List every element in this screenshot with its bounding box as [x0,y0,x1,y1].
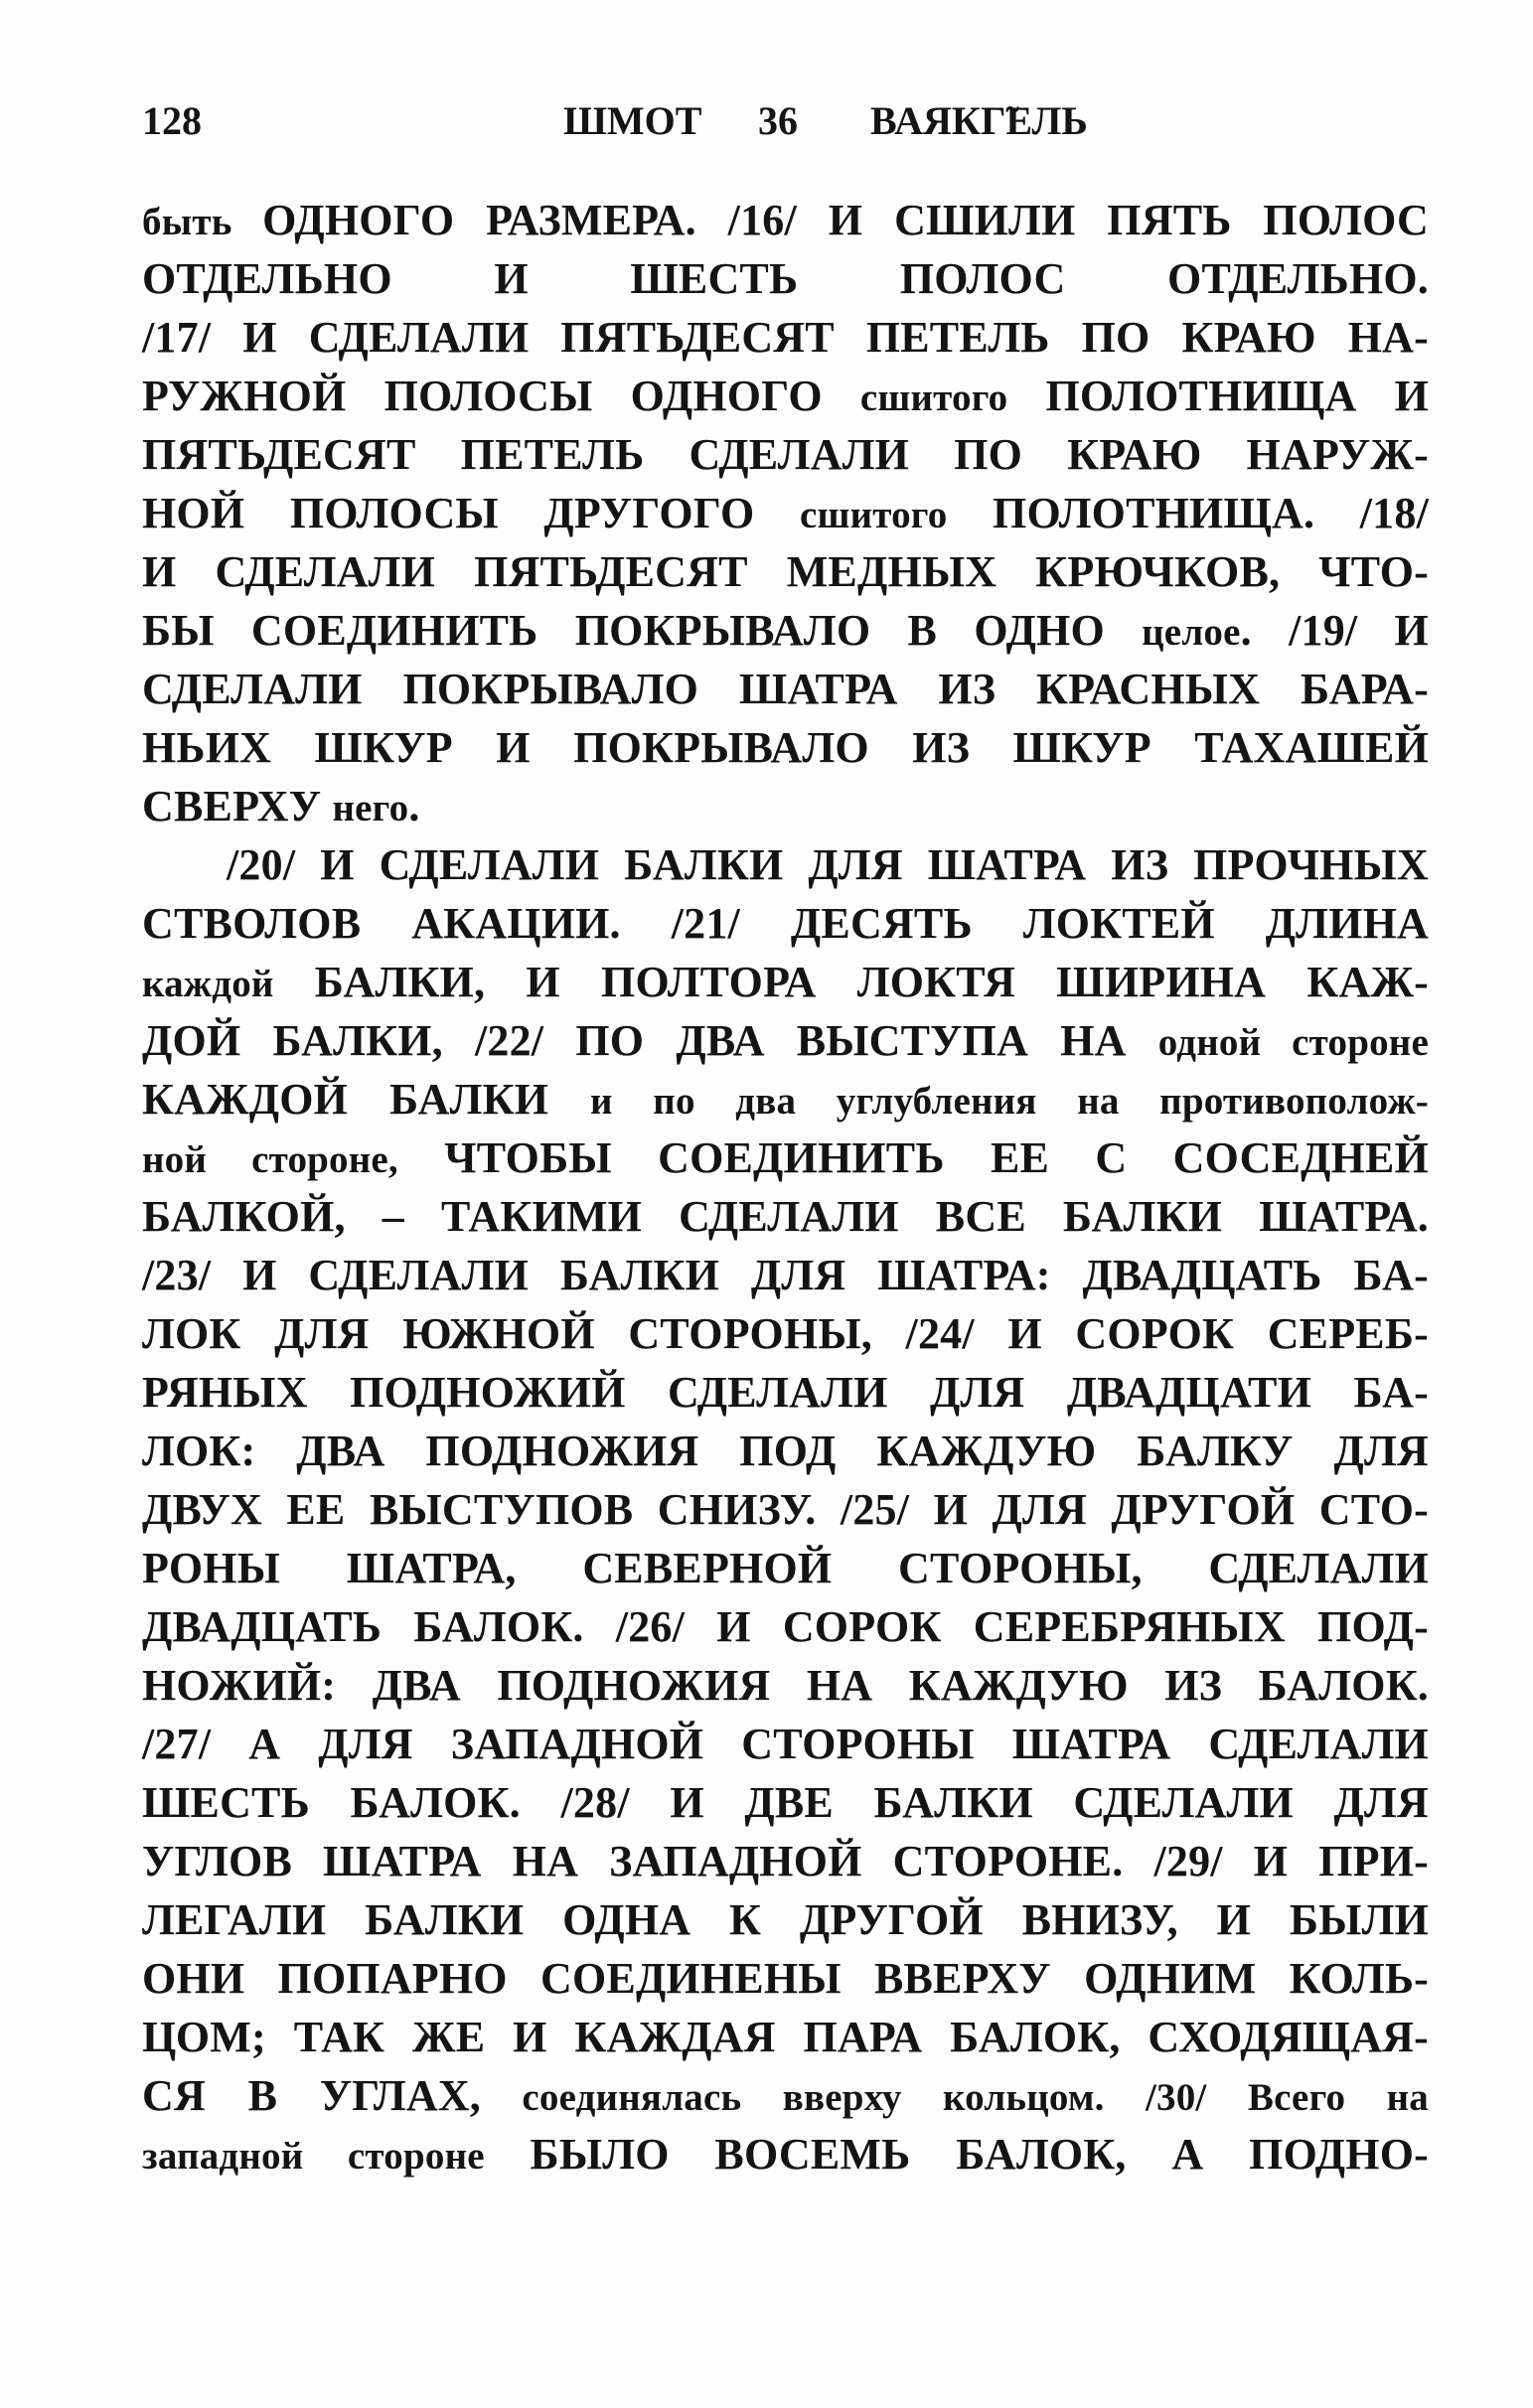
text-line [142,1070,1429,1129]
added-word-segment: и по два углубления на противополож- [590,1080,1429,1123]
text-line [142,1422,1429,1480]
text-line [142,1597,1429,1656]
text-segment: И СДЕЛАЛИ ПЯТЬДЕСЯТ МЕДНЫХ КРЮЧКОВ, ЧТО- [142,547,1429,596]
text-segment: . [408,782,420,830]
added-word-segment: соединялась вверху кольцом. /30/ Всего на [481,2076,1429,2119]
text-segment: СДЕЛАЛИ ПОКРЫВАЛО ШАТРА ИЗ КРАСНЫХ БАРА- [142,665,1429,713]
text-line [142,601,1429,660]
text-line [142,1246,1429,1304]
text-line [142,484,1429,542]
text-line [142,1539,1429,1597]
text-segment: . /19/ И [1240,606,1429,655]
text-segment: ЛЕГАЛИ БАЛКИ ОДНА К ДРУГОЙ ВНИЗУ, И БЫЛИ [142,1895,1429,1944]
added-word-segment: целое [1142,611,1241,654]
text-segment: ОДНОГО РАЗМЕРА. /16/ И СШИЛИ ПЯТЬ ПОЛОС [262,196,1430,244]
added-word-segment: ной стороне, [142,1138,398,1181]
text-segment: ЛОК ДЛЯ ЮЖНОЙ СТОРОНЫ, /24/ И СОРОК СЕРЕБ- [142,1309,1429,1358]
text-line [142,425,1429,484]
text-segment: БЫЛО ВОСЕМЬ БАЛОК, А ПОДНО- [484,2130,1429,2179]
text-segment: /23/ И СДЕЛАЛИ БАЛКИ ДЛЯ ШАТРА: ДВАДЦАТЬ БА- [142,1251,1429,1299]
text-segment: УГЛОВ ШАТРА НА ЗАПАДНОЙ СТОРОНЕ. /29/ И ПРИ- [142,1837,1429,1885]
text-segment: БАЛКИ, И ПОЛТОРА ЛОКТЯ ШИРИНА КАЖ- [273,958,1429,1006]
text-line [142,1715,1429,1773]
text-segment: НОЙ ПОЛОСЫ ДРУГОГО [142,489,800,537]
chapter-number: 36 [758,98,798,143]
text-line [142,1949,1429,2008]
text-line [142,249,1429,308]
portion-name: ВАЯКГ̃ЕЛЬ [870,98,1088,143]
book-title: ШМОТ [563,98,702,143]
text-segment: КАЖДОЙ БАЛКИ [142,1075,591,1124]
added-word-segment: каждой [142,963,274,1005]
text-line [142,1187,1429,1246]
text-line [142,367,1429,425]
text-segment: НОЖИЙ: ДВА ПОДНОЖИЯ НА КАЖДУЮ ИЗ БАЛОК. [142,1661,1429,1710]
text-segment: БАЛКОЙ, – ТАКИМИ СДЕЛАЛИ ВСЕ БАЛКИ ШАТРА. [142,1192,1429,1241]
text-segment: ДВАДЦАТЬ БАЛОК. /26/ И СОРОК СЕРЕБРЯНЫХ ПОД- [142,1602,1429,1651]
text-segment: ОТДЕЛЬНО И ШЕСТЬ ПОЛОС ОТДЕЛЬНО. [142,254,1429,303]
running-header [142,91,1424,151]
text-line [142,777,1429,835]
text-line [142,1011,1429,1070]
added-word-segment: сшитого [799,494,948,536]
text-line [142,1363,1429,1422]
text-line [142,2066,1429,2125]
text-segment: ЛОК: ДВА ПОДНОЖИЯ ПОД КАЖДУЮ БАЛКУ ДЛЯ [142,1427,1429,1475]
text-line [142,894,1429,953]
text-segment: ПЯТЬДЕСЯТ ПЕТЕЛЬ СДЕЛАЛИ ПО КРАЮ НАРУЖ- [142,430,1429,479]
text-segment: ДОЙ БАЛКИ, /22/ ПО ДВА ВЫСТУПА НА [142,1016,1158,1065]
text-segment: ШЕСТЬ БАЛОК. /28/ И ДВЕ БАЛКИ СДЕЛАЛИ ДЛЯ [142,1778,1429,1827]
text-segment: РЯНЫХ ПОДНОЖИЙ СДЕЛАЛИ ДЛЯ ДВАДЦАТИ БА- [142,1368,1429,1417]
text-line [142,542,1429,601]
text-line [142,835,1429,894]
text-line [142,191,1429,249]
text-line [142,2008,1429,2066]
text-segment: ЦОМ; ТАК ЖЕ И КАЖДАЯ ПАРА БАЛОК, СХОДЯЩАЯ- [142,2013,1429,2061]
text-segment: ЧТОБЫ СОЕДИНИТЬ ЕЕ С СОСЕДНЕЙ [397,1133,1429,1182]
text-segment: ПОЛОТНИЩА. /18/ [947,489,1429,537]
text-line [142,953,1429,1011]
added-word-segment: одной стороне [1157,1021,1429,1064]
text-segment: СТВОЛОВ АКАЦИИ. /21/ ДЕСЯТЬ ЛОКТЕЙ ДЛИНА [142,899,1429,948]
text-line [142,1480,1429,1539]
text-line [142,1129,1429,1187]
text-segment: СВЕРХУ [142,782,333,830]
added-word-segment: быть [142,201,263,243]
text-segment: РУЖНОЙ ПОЛОСЫ ОДНОГО [142,372,860,420]
text-segment: БЫ СОЕДИНИТЬ ПОКРЫВАЛО В ОДНО [142,606,1143,655]
added-word-segment: западной стороне [142,2135,485,2178]
text-line [142,1773,1429,1832]
scripture-text [142,191,1429,2183]
text-line [142,1890,1429,1949]
text-line [142,660,1429,718]
text-segment: НЬИХ ШКУР И ПОКРЫВАЛО ИЗ ШКУР ТАХАШЕЙ [142,723,1429,772]
text-segment: ДВУХ ЕЕ ВЫСТУПОВ СНИЗУ. /25/ И ДЛЯ ДРУГОЙ СТО- [142,1485,1429,1534]
text-line [142,2125,1429,2183]
added-word-segment: сшитого [859,376,1008,419]
added-word-segment: него [332,787,409,829]
text-segment: СЯ В УГЛАХ, [142,2071,482,2120]
text-segment: /27/ А ДЛЯ ЗАПАДНОЙ СТОРОНЫ ШАТРА СДЕЛАЛИ [142,1720,1429,1768]
text-segment: РОНЫ ШАТРА, СЕВЕРНОЙ СТОРОНЫ, СДЕЛАЛИ [142,1544,1429,1592]
text-segment: ОНИ ПОПАРНО СОЕДИНЕНЫ ВВЕРХУ ОДНИМ КОЛЬ- [142,1954,1429,2003]
text-segment: /20/ И СДЕЛАЛИ БАЛКИ ДЛЯ ШАТРА ИЗ ПРОЧНЫХ [227,840,1429,889]
text-line [142,1656,1429,1715]
page-number: 128 [142,98,202,143]
text-line [142,1304,1429,1363]
text-segment: ПОЛОТНИЩА И [1007,372,1429,420]
text-segment: /17/ И СДЕЛАЛИ ПЯТЬДЕСЯТ ПЕТЕЛЬ ПО КРАЮ НА- [142,313,1429,362]
text-line [142,308,1429,367]
text-line [142,1832,1429,1890]
text-line [142,718,1429,777]
